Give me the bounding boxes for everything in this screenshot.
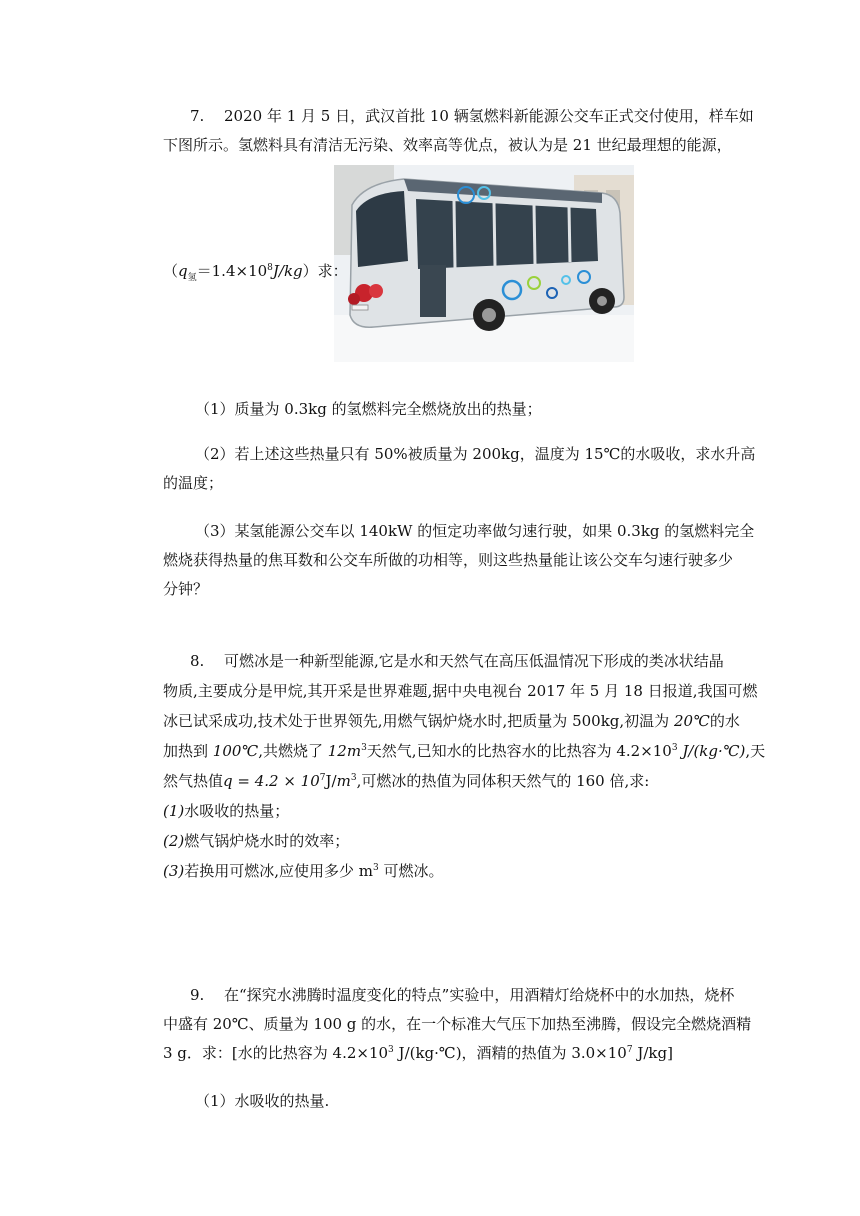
- q7-part-1: （1）质量为 0.3kg 的氢燃料完全燃烧放出的热量；: [195, 400, 542, 418]
- q7-part-2-line-2: 的温度；: [163, 474, 224, 492]
- q7-part-3-line-1: （3）某氢能源公交车以 140kW 的恒定功率做匀速行驶，如果 0.3kg 的氢燃料完全: [195, 522, 755, 540]
- q7-part-2-line-1: （2）若上述这些热量只有 50%被质量为 200kg，温度为 15℃的水吸收，求水升高: [195, 445, 756, 463]
- q8-sub-1: (1)水吸收的热量；: [163, 802, 290, 820]
- q7-number: 7.: [190, 107, 205, 125]
- q7-given: $(q_氢=1.4\times 10^8J/kg)$求：: [163, 262, 348, 283]
- q9-line-2: 中盛有 20℃、质量为 100 g 的水，在一个标准大气压下加热至沸腾，假设完全燃烧酒精: [163, 1015, 752, 1033]
- q9-line-3: 3 g．求：[水的比热容为 $4.2\times 10^3$ J/(kg·℃)，酒精的热值为 $3.0\times 10^7$ J/kg]: [163, 1044, 673, 1062]
- q9-line-1: 9. 在“探究水沸腾时温度变化的特点”实验中，用酒精灯给烧杯中的水加热，烧杯: [190, 986, 735, 1004]
- q7-part-3-line-3: 分钟？: [163, 580, 209, 598]
- q7-line-2: 下图所示。氢燃料具有清洁无污染、效率高等优点，被认为是 21 世纪最理想的能源，: [163, 136, 732, 154]
- q7-line-1: 7. 2020 年 1 月 5 日，武汉首批 10 辆氢燃料新能源公交车正式交付使用，样车如: [190, 107, 754, 125]
- q7-part-3-line-2: 燃烧获得热量的焦耳数和公交车所做的功相等，则这些热量能让该公交车匀速行驶多少: [163, 551, 734, 569]
- q8-line-4: 加热到 100℃,共燃烧了 $12m^3$天然气,已知水的比热容水的比热容为 $4.2\times 10^3$ J/(kg·℃),天: [163, 742, 766, 760]
- q8-line-1: 8. 可燃冰是一种新型能源,它是水和天然气在高压低温情况下形成的类冰状结晶: [190, 652, 724, 670]
- q8-sub-2: (2)燃气锅炉烧水时的效率；: [163, 832, 350, 850]
- q9-number: 9.: [190, 986, 205, 1004]
- q8-line-5: 然气热值$q = 4.2 \times 10^7J/m^3$,可燃冰的热值为同体积天然气的 160 倍,求:: [163, 772, 650, 790]
- q8-line-3: 冰已试采成功,技术处于世界领先,用燃气锅炉烧水时,把质量为 500kg,初温为 20℃的水: [163, 712, 740, 730]
- q8-number: 8.: [190, 652, 205, 670]
- q8-sub-3: (3)若换用可燃冰,应使用多少 $m^3$ 可燃冰。: [163, 862, 444, 880]
- q8-line-2: 物质,主要成分是甲烷,其开采是世界难题,据中央电视台 2017 年 5 月 18 日报道,我国可燃: [163, 682, 758, 700]
- q9-part-1: （1）水吸收的热量.: [195, 1092, 330, 1110]
- hydrogen-bus-photo: [334, 165, 634, 362]
